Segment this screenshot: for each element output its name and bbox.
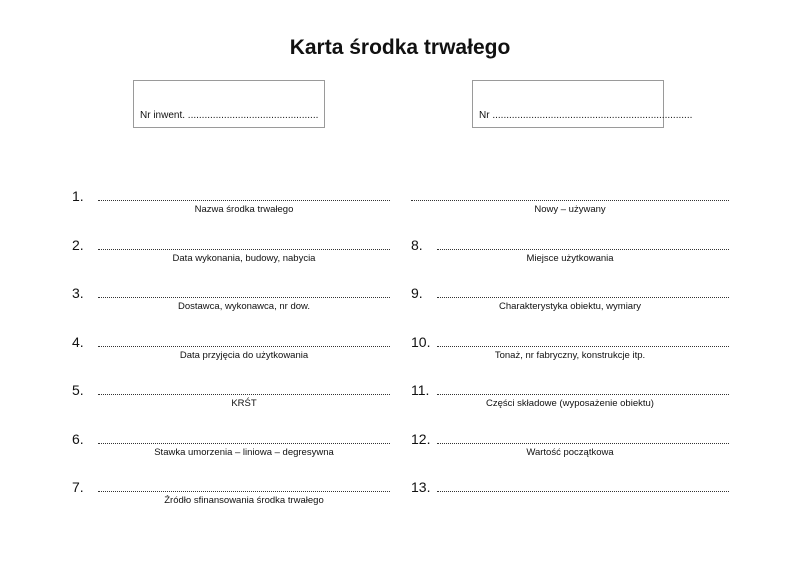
form-field-2[interactable] (72, 237, 390, 286)
inventory-number-box[interactable] (133, 80, 325, 128)
field-number: 12. (411, 430, 431, 447)
field-label: Źródło sfinansowania środka trwałego (164, 495, 324, 506)
form-field-new-used[interactable] (411, 188, 729, 237)
dotted-line (98, 491, 390, 492)
dotted-line (98, 443, 390, 444)
form-field-13[interactable] (411, 479, 729, 528)
number-label: Nr ........................................................................ (479, 110, 693, 121)
field-number: 6. (72, 430, 84, 447)
field-number: 13. (411, 479, 431, 495)
number-box[interactable] (472, 80, 693, 128)
field-label: KRŚT (231, 398, 257, 409)
field-number: 7. (72, 479, 84, 495)
field-number: 5. (72, 382, 84, 398)
field-number: 11. (411, 382, 430, 398)
dotted-line (98, 297, 390, 298)
form-field-12[interactable] (411, 431, 729, 480)
field-number: 3. (72, 285, 84, 301)
form-field-5[interactable] (72, 382, 390, 431)
form-field-4[interactable] (72, 334, 390, 383)
form-field-6[interactable] (72, 431, 390, 480)
field-label: Nazwa środka trwałego (194, 204, 294, 215)
form-field-7[interactable] (72, 479, 390, 528)
dotted-line (411, 200, 729, 201)
inventory-number-label: Nr inwent. ............................................... (140, 110, 319, 121)
field-number: 2. (72, 236, 84, 253)
form-field-1[interactable] (72, 188, 390, 237)
dotted-line (437, 346, 729, 347)
dotted-line (437, 297, 729, 298)
field-label: Data przyjęcia do użytkowania (179, 349, 309, 361)
field-label: Data wykonania, budowy, nabycia (172, 252, 316, 264)
left-fields-column (72, 188, 390, 528)
field-number: 4. (72, 333, 84, 350)
field-number: 8. (411, 236, 423, 253)
field-label: Części składowe (wyposażenie obiektu) (486, 398, 654, 409)
dotted-line (437, 491, 729, 492)
field-label: Nowy – używany (534, 204, 606, 215)
field-label: Wartość początkowa (526, 446, 614, 458)
field-number: 1. (72, 188, 84, 204)
form-field-9[interactable] (411, 285, 729, 334)
right-fields-column (411, 188, 729, 528)
field-label: Dostawca, wykonawca, nr dow. (177, 301, 310, 312)
dotted-line (98, 394, 390, 395)
field-label: Stawka umorzenia – liniowa – degresywna (154, 446, 334, 458)
field-number: 9. (411, 285, 423, 301)
field-label: Tonaż, nr fabryczny, konstrukcje itp. (494, 349, 646, 361)
form-field-10[interactable] (411, 334, 729, 383)
dotted-line (98, 249, 390, 250)
dotted-line (437, 249, 729, 250)
dotted-line (437, 394, 729, 395)
field-label: Miejsce użytkowania (526, 252, 614, 264)
page-title: Karta środka trwałego (289, 36, 511, 59)
dotted-line (98, 200, 390, 201)
field-number: 10. (411, 333, 431, 350)
form-field-8[interactable] (411, 237, 729, 286)
form-field-11[interactable] (411, 382, 729, 431)
field-label: Charakterystyka obiektu, wymiary (498, 301, 642, 312)
dotted-line (98, 346, 390, 347)
form-field-3[interactable] (72, 285, 390, 334)
dotted-line (437, 443, 729, 444)
